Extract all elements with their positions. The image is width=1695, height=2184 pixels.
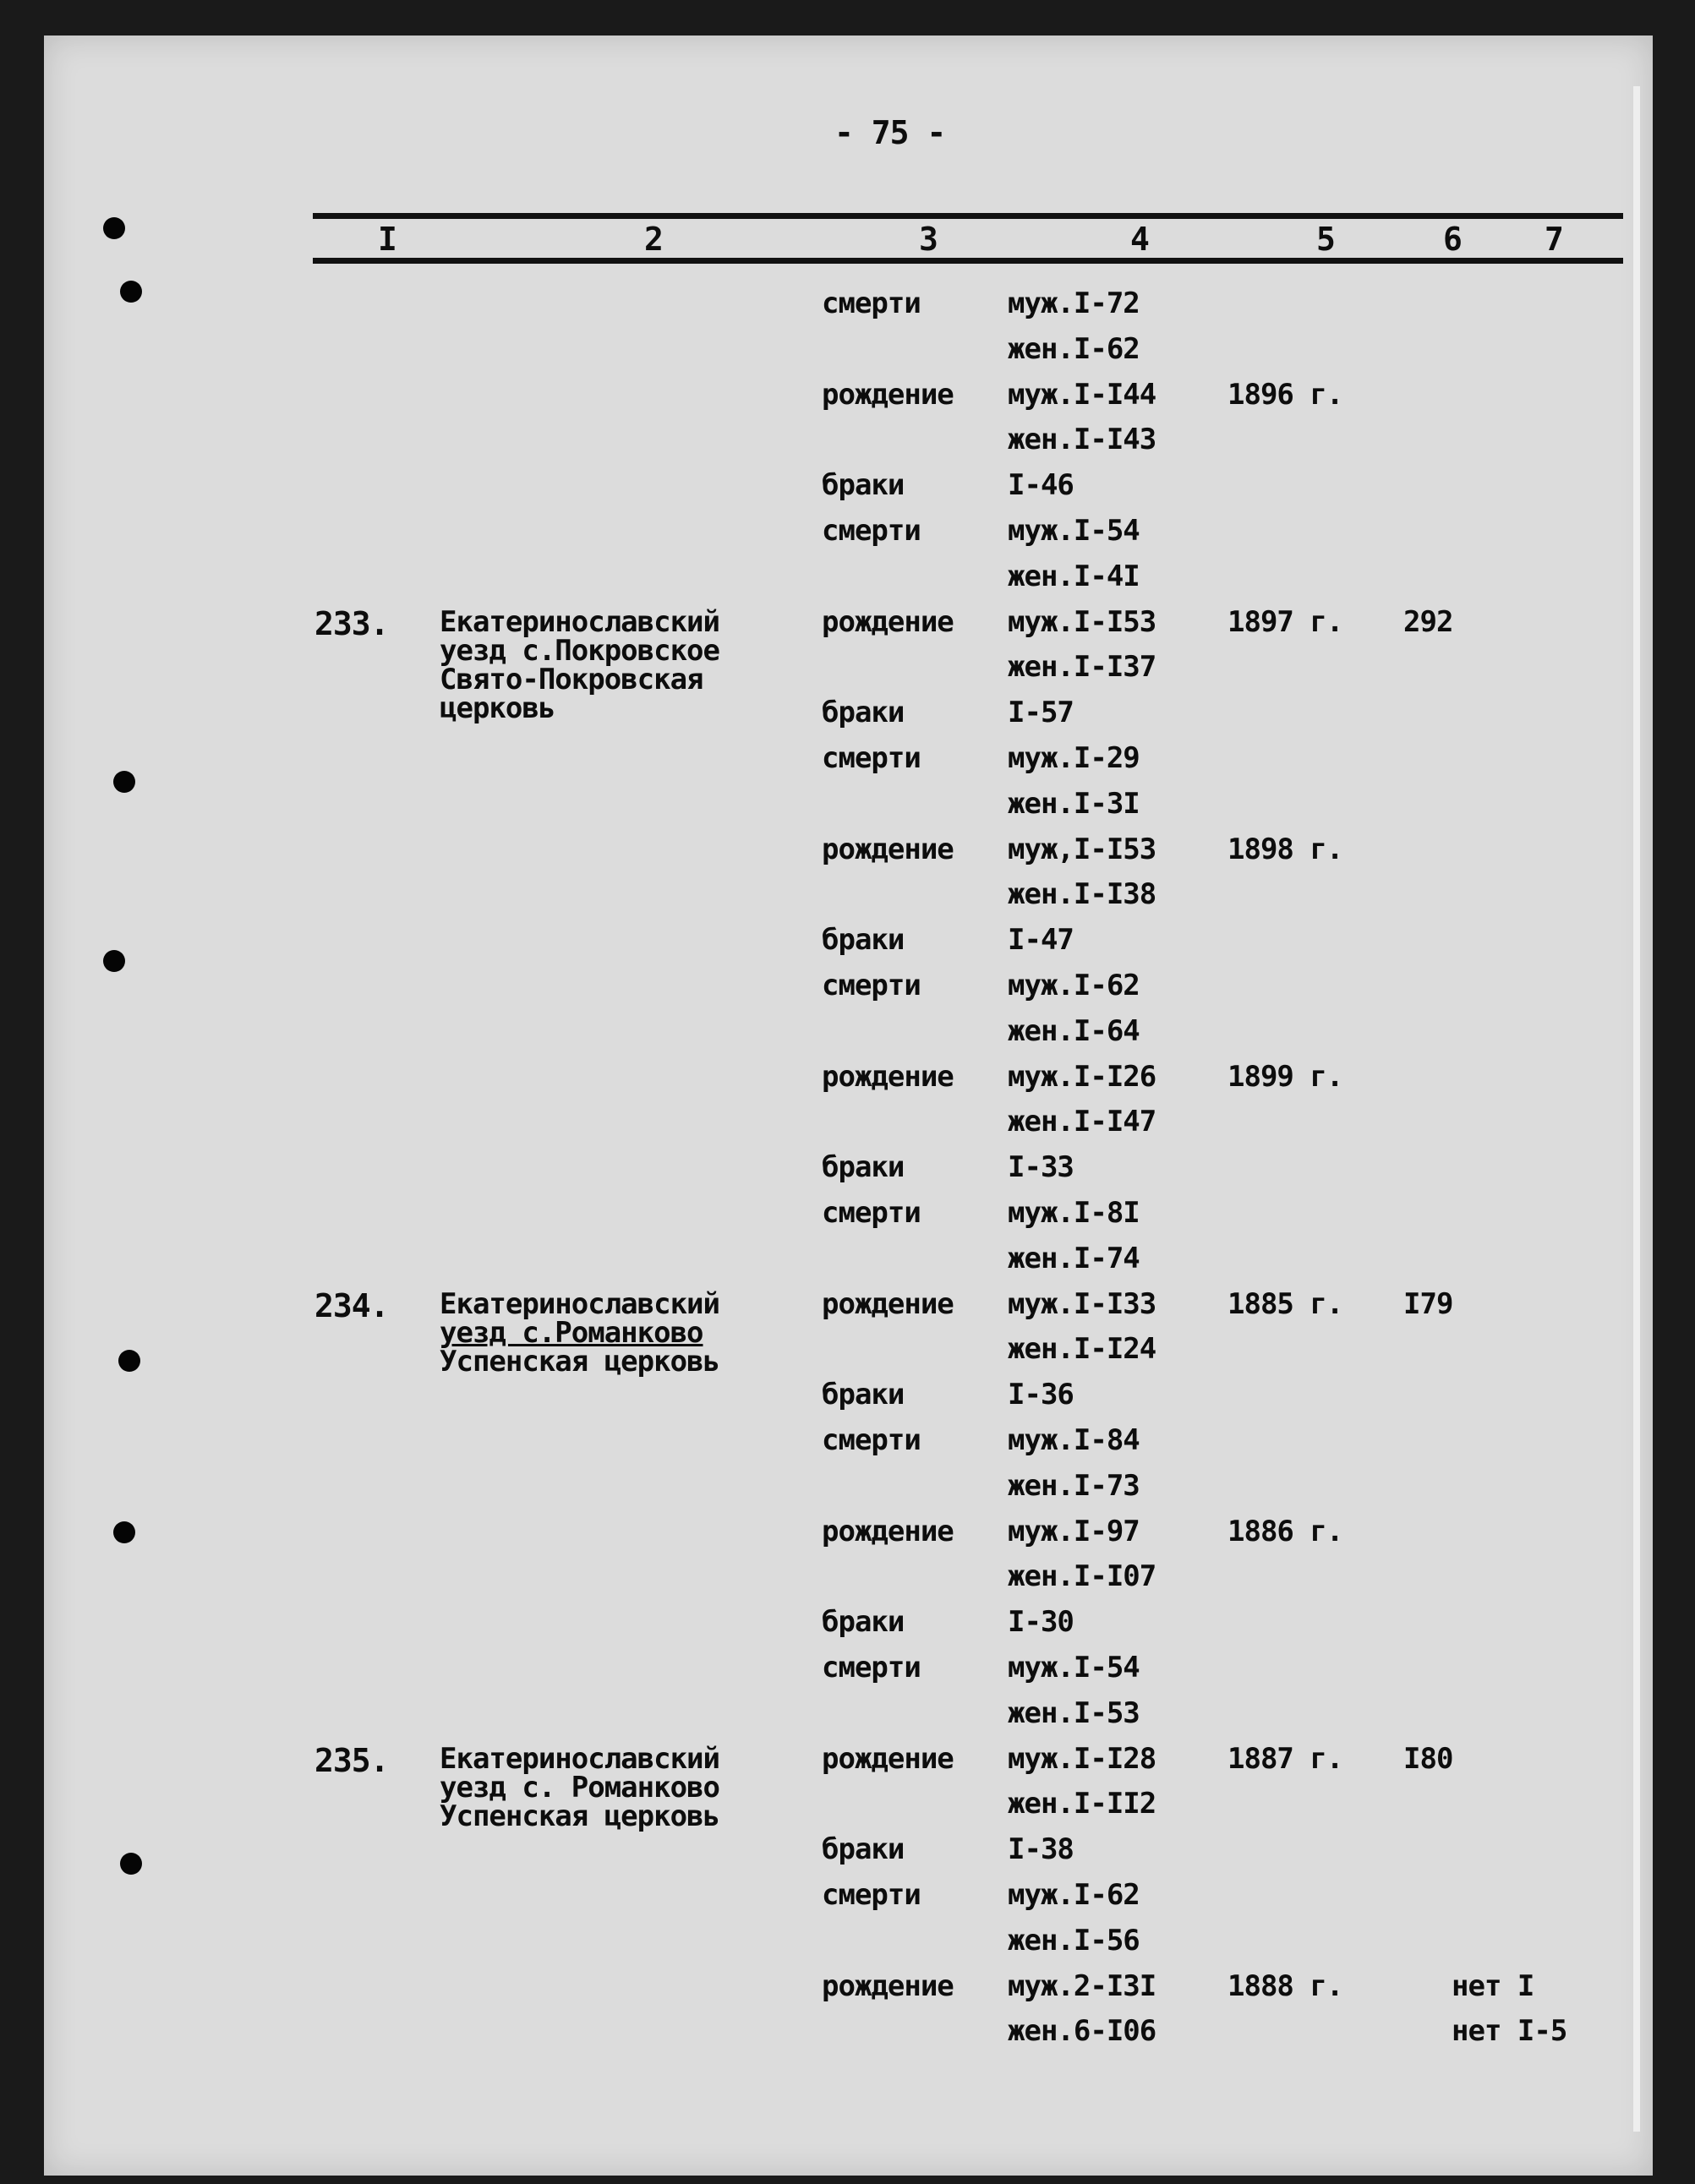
punch-hole [103,217,125,239]
record-value: жен.I-II2 [1008,1787,1156,1821]
entry-place-line: Успенская церковь [440,1345,719,1379]
record-value: жен.I-74 [1008,1242,1140,1275]
record-value: I-30 [1008,1605,1074,1639]
column-header: 7 [1545,221,1563,258]
record-type: смерти [822,1878,921,1912]
record-year: 1885 г. [1228,1287,1343,1321]
record-type: смерти [822,1196,921,1230]
record-value: жен.I-I37 [1008,650,1156,684]
record-type: смерти [822,741,921,775]
document-page [44,35,1653,2176]
record-year: 1897 г. [1228,605,1343,639]
record-value: муж.I-I28 [1008,1742,1156,1776]
record-type: браки [822,1150,905,1184]
header-rule-top [313,213,1623,219]
record-year: 1886 г. [1228,1515,1343,1548]
record-type: браки [822,696,905,729]
column-header: 3 [919,221,938,258]
record-value: I-36 [1008,1378,1074,1411]
record-value: жен.I-62 [1008,332,1140,366]
record-value: муж.I-54 [1008,514,1140,548]
record-value: муж.I-54 [1008,1651,1140,1684]
record-year: 1896 г. [1228,378,1343,412]
record-value: жен.I-53 [1008,1696,1140,1730]
record-value: муж.I-8I [1008,1196,1140,1230]
record-value: муж.I-62 [1008,969,1140,1002]
record-value: муж.I-I44 [1008,378,1156,412]
record-type: смерти [822,514,921,548]
record-value: жен.I-73 [1008,1469,1140,1503]
page-number: - 75 - [834,114,946,151]
record-value: муж.I-I33 [1008,1287,1156,1321]
record-fund: 292 [1403,605,1453,639]
entry-place-line: Екатеринославский [440,1287,719,1321]
entry-place-line: Екатеринославский [440,605,719,639]
record-value: муж.I-72 [1008,287,1140,320]
header-rule-bottom [313,258,1623,264]
record-value: жен.I-4I [1008,560,1140,593]
entry-place-line: уезд с. Романково [440,1771,719,1805]
record-value: I-33 [1008,1150,1074,1184]
entry-place-line: уезд с.Покровское [440,634,719,668]
entry-place-line: Свято-Покровская [440,663,703,696]
record-value: муж,I-I53 [1008,833,1156,866]
punch-hole [120,281,142,303]
record-value: жен.I-I47 [1008,1105,1156,1138]
record-type: браки [822,468,905,502]
punch-hole [113,771,135,793]
record-value: жен.I-I24 [1008,1332,1156,1366]
entry-place-line: Екатеринославский [440,1742,719,1776]
page-edge [1633,86,1640,2132]
column-header: I [378,221,396,258]
entry-number: 233. [314,605,389,642]
record-value: жен.I-56 [1008,1924,1140,1957]
record-value: жен.I-64 [1008,1014,1140,1048]
record-fund: I80 [1403,1742,1453,1776]
entry-place-line: церковь [440,691,555,725]
record-value: муж.I-97 [1008,1515,1140,1548]
record-value: жен.I-I38 [1008,877,1156,911]
entry-place-line: Успенская церковь [440,1799,719,1833]
entry-number: 234. [314,1287,389,1324]
record-type: браки [822,1378,905,1411]
record-year: 1887 г. [1228,1742,1343,1776]
record-value: муж.I-62 [1008,1878,1140,1912]
record-type: браки [822,923,905,957]
punch-hole [118,1350,140,1372]
entry-place-line: уезд с.Романково [440,1316,703,1350]
punch-hole [113,1521,135,1543]
record-type: рождение [822,605,954,639]
column-header: 2 [644,221,663,258]
record-value: жен.6-I06 [1008,2014,1156,2048]
record-value: муж.I-29 [1008,741,1140,775]
entry-number: 235. [314,1742,389,1779]
record-value: муж.I-I26 [1008,1060,1156,1094]
record-type: рождение [822,833,954,866]
record-value: I-46 [1008,468,1074,502]
record-value: жен.I-I07 [1008,1559,1156,1593]
record-value: муж.2-I3I [1008,1969,1156,2003]
record-value: I-47 [1008,923,1074,957]
column-header: 6 [1443,221,1462,258]
record-year: 1888 г. [1228,1969,1343,2003]
record-type: рождение [822,378,954,412]
record-value: муж.I-I53 [1008,605,1156,639]
record-type: смерти [822,1423,921,1457]
record-fund: I79 [1403,1287,1453,1321]
punch-hole [103,950,125,972]
record-type: рождение [822,1515,954,1548]
record-type: рождение [822,1060,954,1094]
punch-hole [120,1853,142,1875]
record-type: рождение [822,1969,954,2003]
record-type: браки [822,1605,905,1639]
record-year: 1898 г. [1228,833,1343,866]
record-type: смерти [822,287,921,320]
record-type: смерти [822,969,921,1002]
column-header: 4 [1130,221,1149,258]
record-year: 1899 г. [1228,1060,1343,1094]
record-type: смерти [822,1651,921,1684]
record-value: I-57 [1008,696,1074,729]
record-note: нет I [1452,1969,1534,2003]
record-value: жен.I-I43 [1008,423,1156,456]
column-header: 5 [1316,221,1335,258]
record-note: нет I-5 [1452,2014,1567,2048]
record-type: рождение [822,1287,954,1321]
record-value: I-38 [1008,1832,1074,1866]
record-value: жен.I-3I [1008,787,1140,821]
record-value: муж.I-84 [1008,1423,1140,1457]
record-type: браки [822,1832,905,1866]
record-type: рождение [822,1742,954,1776]
